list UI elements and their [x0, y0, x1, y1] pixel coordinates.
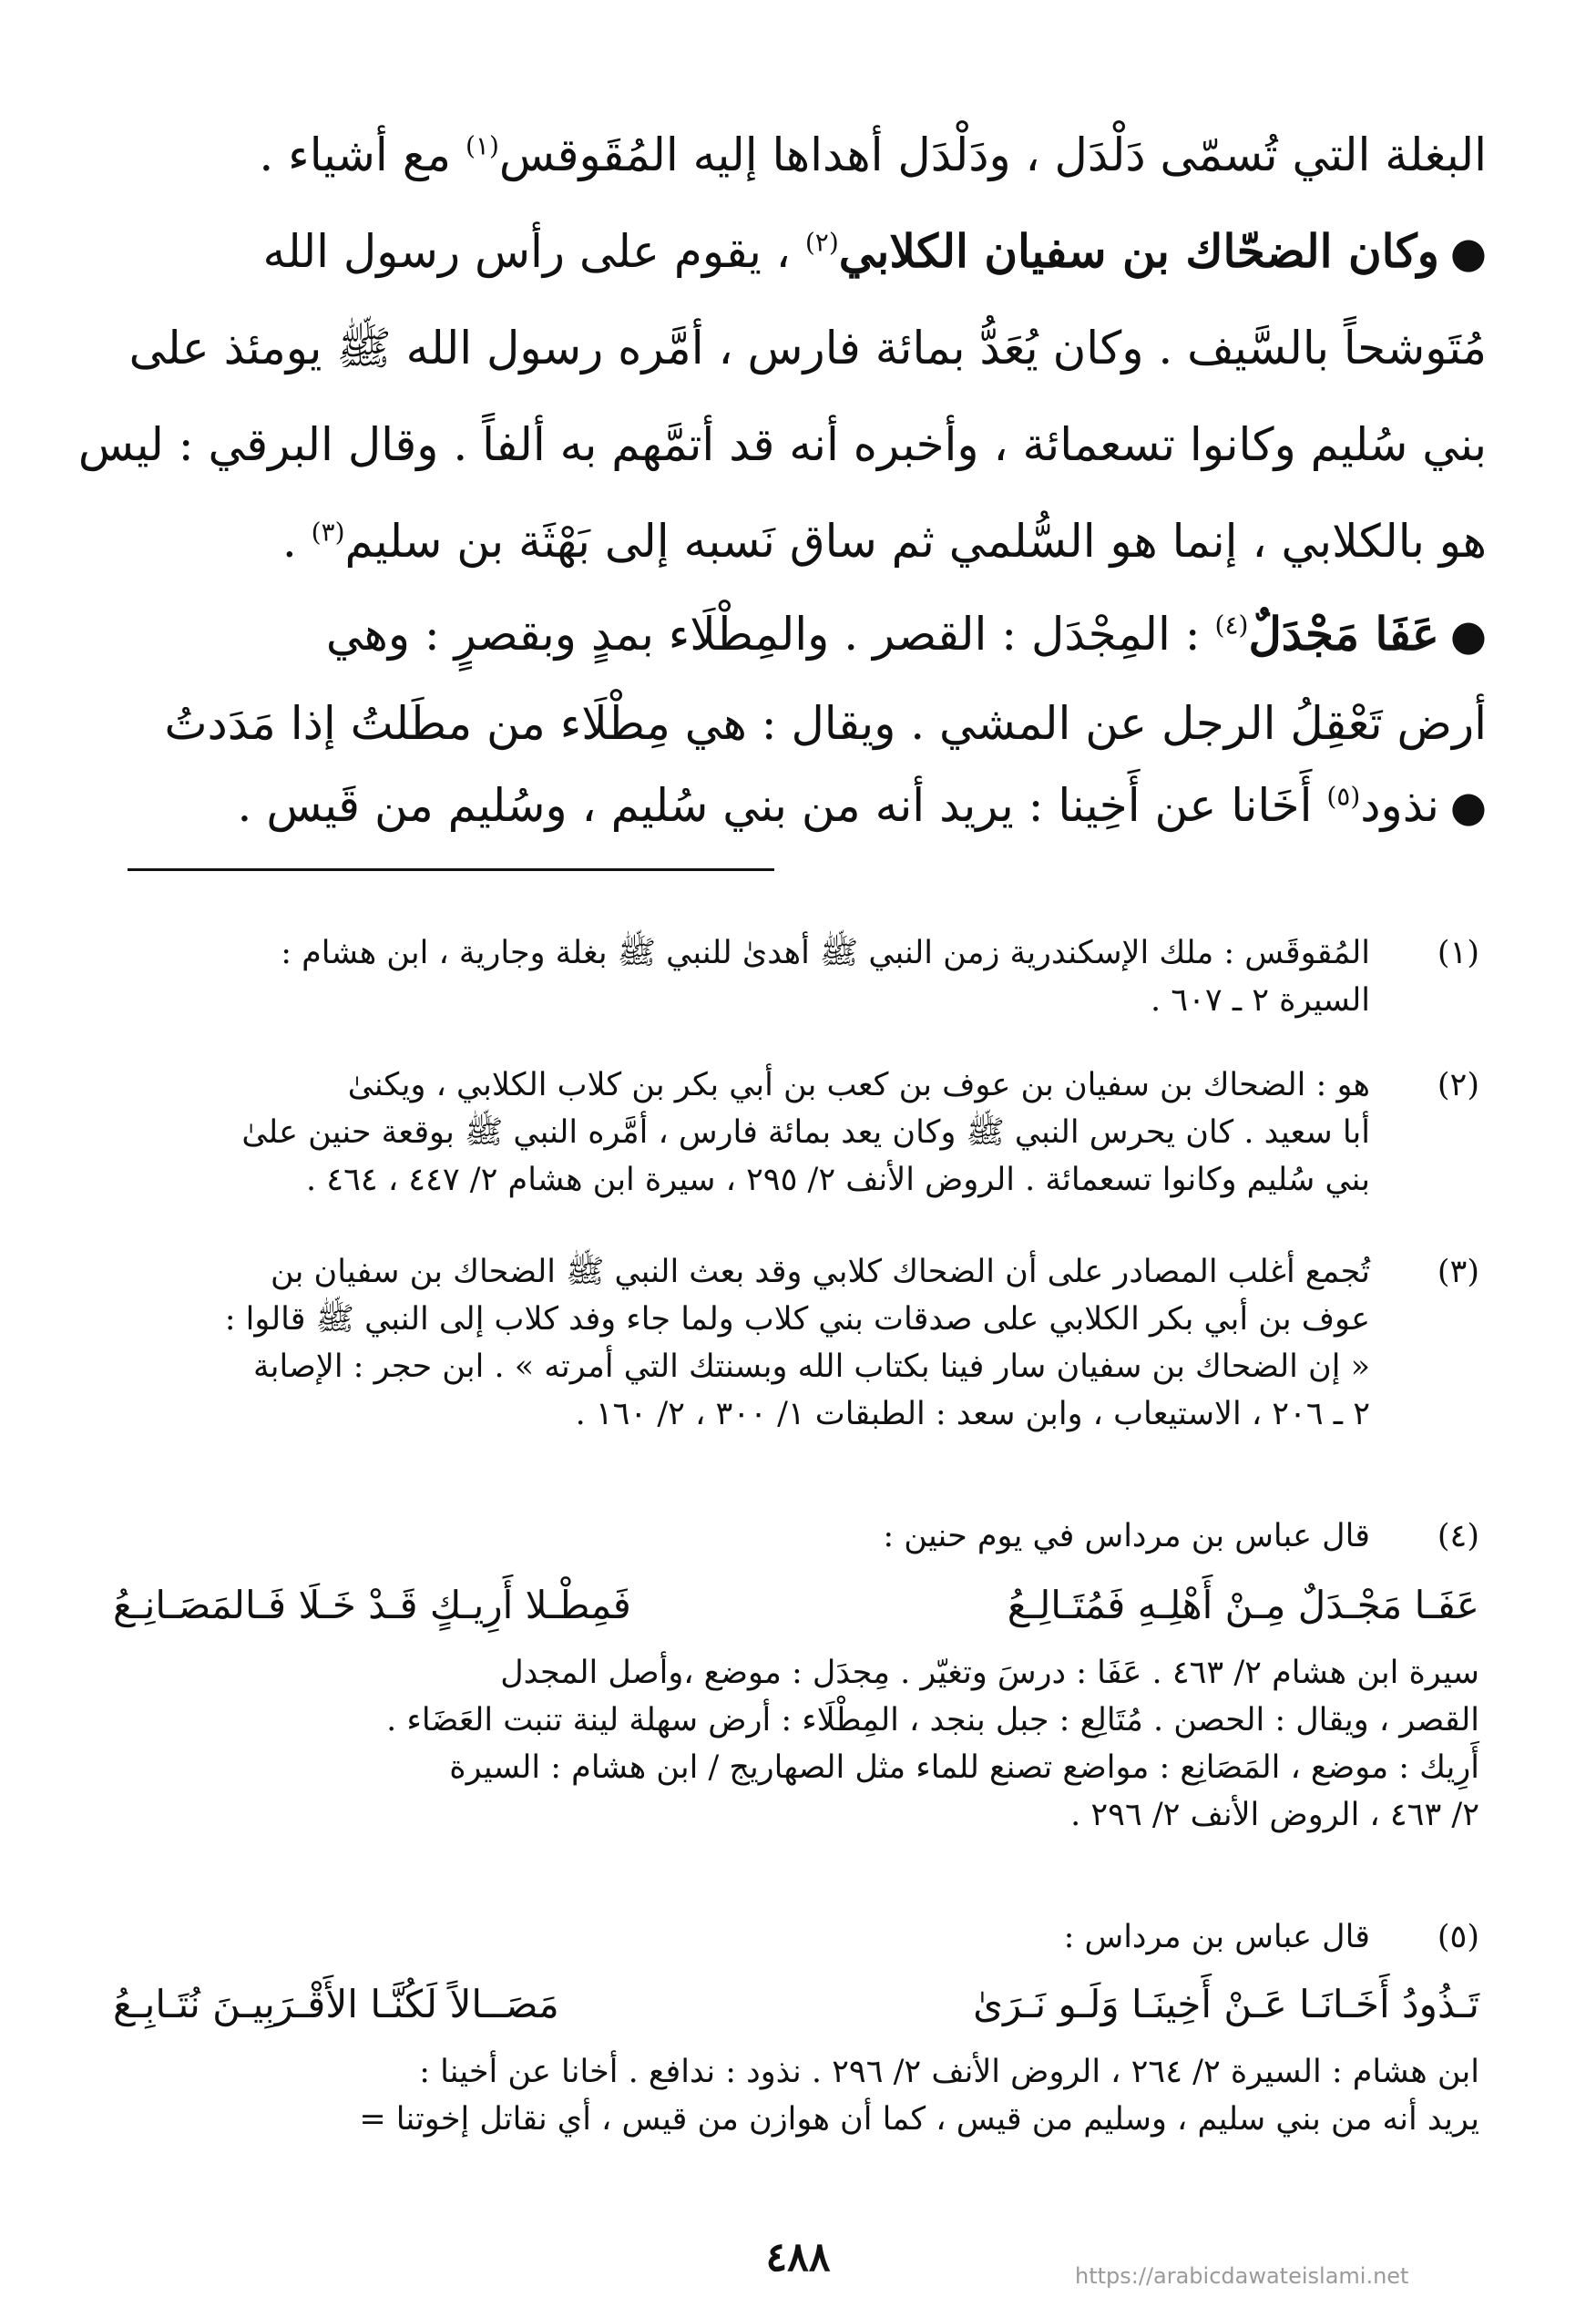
footnote-line: هو : الضحاك بن سفيان بن عوف بن كعب بن أبي بكر بن كلاب الكلابي ، ويكنىٰ — [347, 1067, 1370, 1103]
footnote-1 — [113, 929, 1479, 1024]
footnote-5-commentary — [113, 2048, 1479, 2143]
footnote-ref[interactable]: (٤) — [1214, 610, 1249, 641]
footnote-number: (٥) — [1437, 1919, 1479, 1955]
page-number: ٤٨٨ — [765, 2234, 831, 2281]
main-line-6 — [102, 590, 1487, 679]
footnote-line: ٢/ ٤٦٣ ، الروض الأنف ٢/ ٢٩٦ . — [1070, 1797, 1479, 1833]
footnote-ref[interactable]: (٣) — [311, 517, 345, 548]
footnote-line: ابن هشام : السيرة ٢/ ٢٦٤ ، الروض الأنف ٢/ ٢٩٦ . نذود : ندافع . أخانا عن أخينا : — [419, 2054, 1479, 2090]
main-line-2 — [102, 208, 1487, 296]
footnote-line: تُجمع أغلب المصادر على أن الضحاك كلابي وقد بعث النبي ﷺ الضحاك بن سفيان بن — [271, 1254, 1370, 1290]
poem-hemistich-right: تَـذُودُ أَخَـانَـا عَـنْ أَخِينَـا وَلَـو نَـرَىٰ — [973, 1982, 1479, 2026]
main-line-3 — [102, 304, 1487, 392]
main-bold-heading: عَفَا مَجْدَلٌ — [1248, 607, 1439, 661]
footnote-line: القصر ، ويقال : الحصن . مُتَالِع : جبل بنجد ، المِطْلَاء : أرض سهلة لينة تنبت العَضَاء . — [386, 1702, 1479, 1738]
footnote-5 — [113, 1913, 1479, 1961]
footnote-ref[interactable]: (١) — [465, 130, 499, 161]
poem-verse-5 — [113, 1977, 1479, 2032]
poem-verse-4 — [113, 1578, 1479, 1633]
footnote-line: يريد أنه من بني سليم ، وسليم من قيس ، كما أن هوازن من قيس ، أي نقاتل إخوتنا = — [359, 2101, 1479, 2138]
footnote-ref[interactable]: (٥) — [1326, 781, 1361, 812]
footnote-2 — [113, 1061, 1479, 1204]
main-text-tail: ، يقوم على رأس رسول الله — [262, 225, 805, 278]
watermark-url: https://arabicdawateislami.net — [1075, 2263, 1409, 2289]
footnote-line: ٢ ـ ٢٠٦ ، الاستيعاب ، وابن سعد : الطبقات ١/ ٣٠٠ ، ٢/ ١٦٠ . — [575, 1396, 1370, 1432]
footnote-line: قال عباس بن مرداس : — [1063, 1919, 1370, 1955]
poem-hemistich-right: عَفَـا مَجْـدَلٌ مِـنْ أَهْلِـهِ فَمُتَـالِـعُ — [1007, 1583, 1479, 1627]
footnote-line: بني سُليم وكانوا تسعمائة . الروض الأنف ٢/ ٢٩٥ ، سيرة ابن هشام ٢/ ٤٤٧ ، ٤٦٤ . — [306, 1162, 1370, 1198]
poem-hemistich-left: فَمِطْـلا أَرِيـكٍ قَـدْ خَـلَا فَـالمَصَـانِـعُ — [113, 1583, 631, 1627]
main-line-4 — [77, 401, 1487, 488]
main-line-5 — [102, 497, 1487, 585]
main-text: هو بالكلابي ، إنما هو السُّلمي ثم ساق نَسبه إلى بَهْثَة بن سليم — [344, 515, 1487, 568]
footnote-line: أَرِيك : موضع ، المَصَانِع : مواضع تصنع للماء مثل الصهاريج / ابن هشام : السيرة — [449, 1749, 1479, 1786]
main-text-tail: مع أشياء . — [259, 128, 466, 181]
bullet-icon: ● — [1449, 610, 1487, 660]
main-text: البغلة التي تُسمّى دَلْدَل ، ودَلْدَل أهداها إليه المُقَوقس — [498, 128, 1487, 181]
main-line-8 — [102, 762, 1487, 850]
footnote-3 — [113, 1248, 1479, 1438]
main-text: مُتَوشحاً بالسَّيف . وكان يُعَدُّ بمائة فارس ، أمَّره رسول الله ﷺ يومئذ على — [128, 322, 1487, 374]
footnote-separator — [128, 868, 774, 871]
footnote-number: (١) — [1437, 935, 1479, 971]
footnote-line: « إن الضحاك بن سفيان سار فينا بكتاب الله وبسنتك التي أمرته » . ابن حجر : الإصابة — [252, 1348, 1370, 1385]
footnote-line: عوف بن أبي بكر الكلابي على صدقات بني كلاب ولما جاء وفد كلاب إلى النبي ﷺ قالوا : — [224, 1301, 1370, 1338]
main-line-7 — [102, 680, 1487, 767]
poem-hemistich-left: مَصَــالاً لَكُنَّـا الأَقْـرَبِيـنَ نُتَـابِـعُ — [113, 1982, 559, 2026]
footnote-number: (٣) — [1437, 1254, 1479, 1290]
footnote-4 — [113, 1513, 1479, 1560]
footnote-ref[interactable]: (٢) — [804, 227, 839, 258]
footnote-4-commentary — [113, 1649, 1479, 1839]
footnote-number: (٢) — [1437, 1067, 1479, 1103]
footnote-line: قال عباس بن مرداس في يوم حنين : — [883, 1518, 1370, 1554]
footnote-line: السيرة ٢ ـ ٦٠٧ . — [1151, 982, 1370, 1019]
footnote-number: (٤) — [1437, 1518, 1479, 1554]
bullet-icon: ● — [1449, 228, 1487, 277]
footnote-line: سيرة ابن هشام ٢/ ٤٦٣ . عَفَا : درسَ وتغيّر . مِجدَل : موضع ،وأصل المجدل — [500, 1655, 1479, 1691]
main-text: نذود — [1360, 779, 1439, 832]
footnote-line: أبا سعيد . كان يحرس النبي ﷺ وكان يعد بمائة فارس ، أمَّره النبي ﷺ بوقعة حنين علىٰ — [241, 1114, 1370, 1151]
main-line-1 — [102, 111, 1487, 199]
bullet-icon: ● — [1449, 782, 1487, 831]
main-text-tail: أَخَانا عن أَخِينا : يريد أنه من بني سُليم ، وسُليم من قَيس . — [237, 779, 1327, 832]
footnote-line: المُقوقَس : ملك الإسكندرية زمن النبي ﷺ أهدىٰ للنبي ﷺ بغلة وجارية ، ابن هشام : — [281, 935, 1370, 971]
main-bold-heading: وكان الضحّاك بن سفيان الكلابي — [838, 224, 1439, 278]
main-text: أرض تَعْقِلُ الرجل عن المشي . ويقال : هي مِطْلَاء من مطَلتُ إذا مَدَدتُ — [164, 697, 1487, 750]
main-text: بني سُليم وكانوا تسعمائة ، وأخبره أنه قد أتمَّهم به ألفاً . وقال البرقي : ليس — [77, 418, 1487, 471]
main-text-tail: : المِجْدَل : القصر . والمِطْلَاء بمدٍ وبقصرٍ : وهي — [325, 608, 1215, 661]
main-text-tail: . — [281, 515, 312, 568]
